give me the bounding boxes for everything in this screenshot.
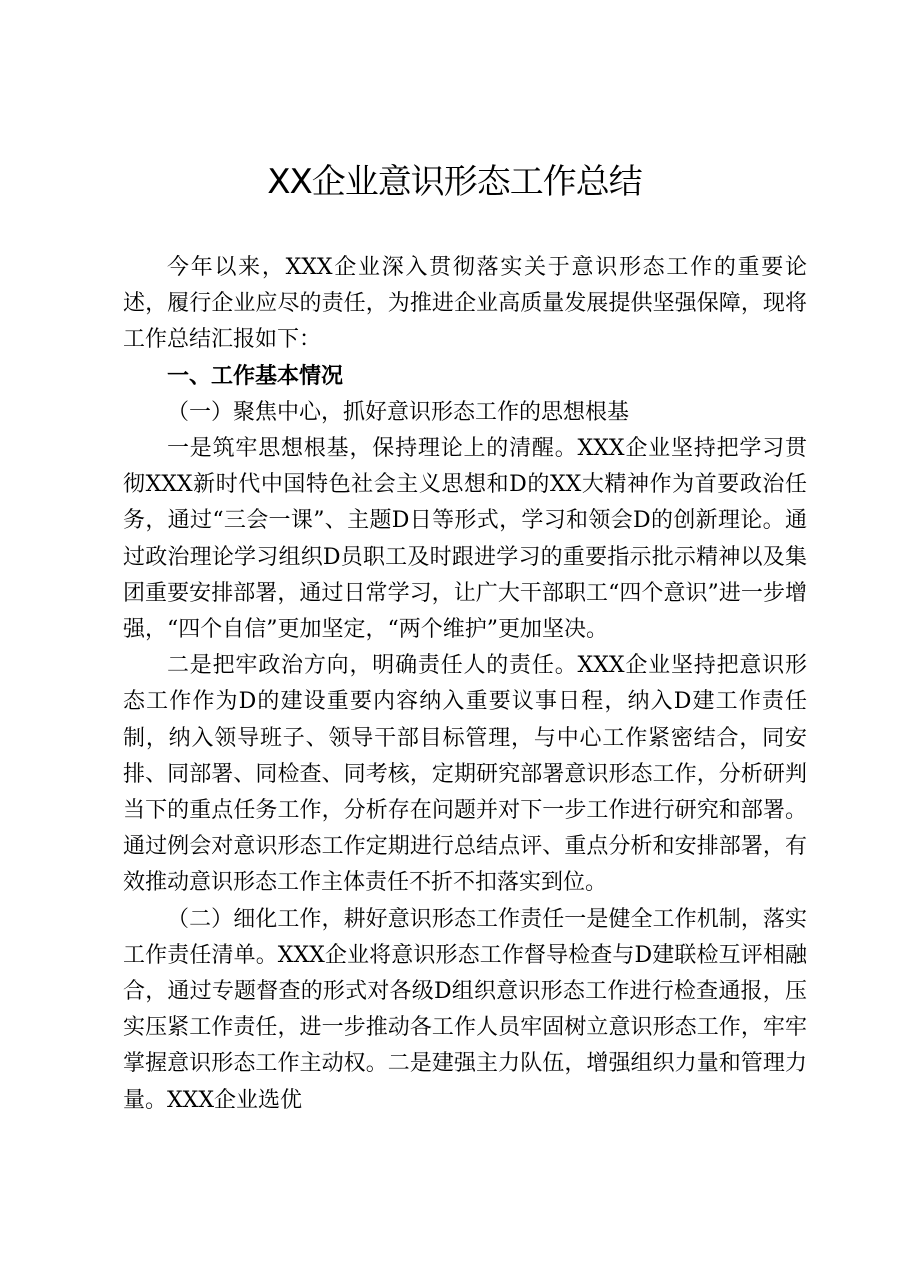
subsection-heading-2: （二）细化工作，耕好意识形态工作责任 [167, 906, 565, 932]
body-paragraph-1: 一是筑牢思想根基，保持理论上的清醒。XXX企业坚持把学习贯彻XXX新时代中国特色社会主义思想和D的XX大精神作为首要政治任务，通过“三会一课”、主题D日等形式，学习和领会D的创新理论。通过政治理论学习组织D员职工及时跟进学习的重要指示批示精神以及集团重要安排部署，通过日常学习，让广大干部职工“四个意识”进一步增强，“四个自信”更加坚定，“两个维护”更加坚决。 [123, 436, 807, 643]
document-title: XX企业意识形态工作总结 [267, 162, 642, 202]
body-paragraph-3: 一是健全工作机制，落实工作责任清单。XXX企业将意识形态工作督导检查与D建联检互评相融合，通过专题督查的形式对各级D组织意识形态工作进行检查通报，压实压紧工作责任，进一步推动各工作人员牢固树立意识形态工作，牢牢掌握意识形态工作主动权。二是建强主力队伍，增强组织力量和管理力量。XXX企业选优 [123, 906, 807, 1113]
intro-paragraph: 今年以来，XXX企业深入贯彻落实关于意识形态工作的重要论述，履行企业应尽的责任，为推进企业高质量发展提供坚强保障，现将工作总结汇报如下： [123, 255, 807, 353]
body-paragraph-2: 二是把牢政治方向，明确责任人的责任。XXX企业坚持把意识形态工作作为D的建设重要内容纳入重要议事日程，纳入D建工作责任制，纳入领导班子、领导干部目标管理，与中心工作紧密结合，同安排、同部署、同检查、同考核，定期研究部署意识形态工作，分析研判当下的重点任务工作，分析存在问题并对下一步工作进行研究和部署。通过例会对意识形态工作定期进行总结点评、重点分析和安排部署，有效推动意识形态工作主体责任不折不扣落实到位。 [123, 653, 807, 896]
subsection-paragraph-2 [123, 902, 807, 1119]
document-body [123, 250, 807, 1119]
section-heading-1: 一、工作基本情况 [167, 363, 344, 389]
subsection-heading-1: （一）聚焦中心，抓好意识形态工作的思想根基 [167, 399, 630, 425]
